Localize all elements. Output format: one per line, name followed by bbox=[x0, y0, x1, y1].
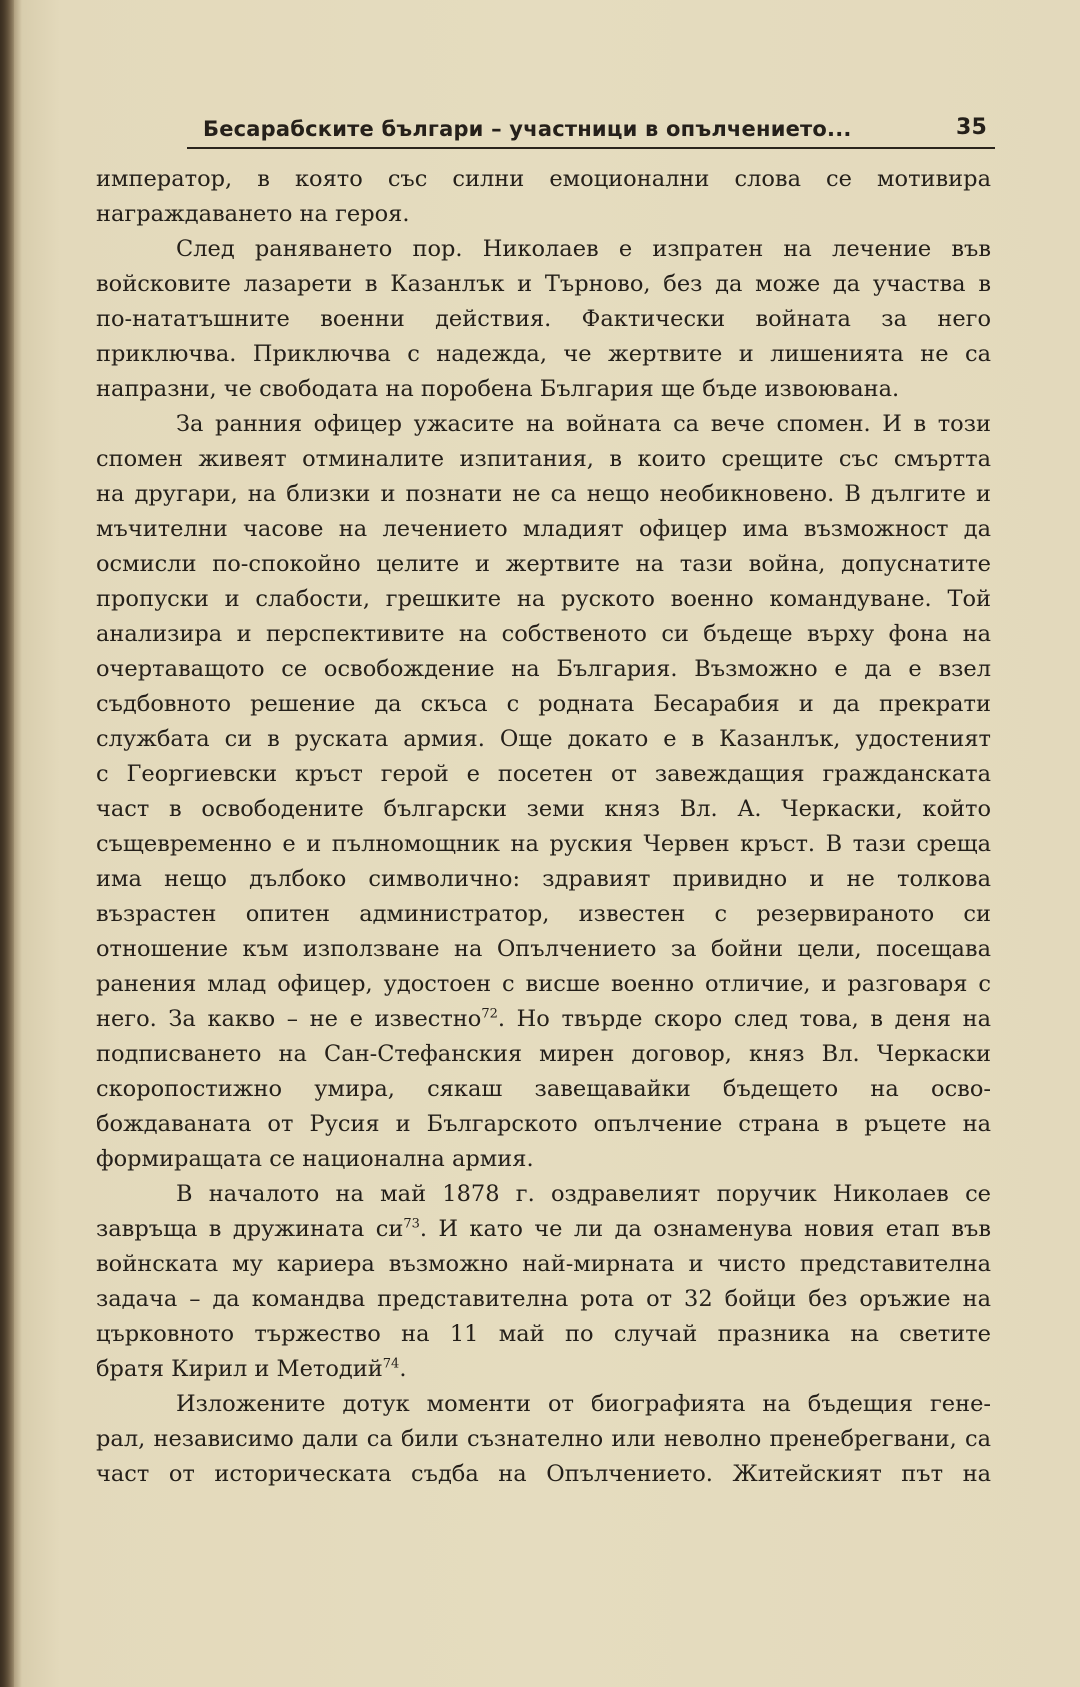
text-line: ранения млад офицер, удостоен с висше военно отличие, и разговаря с bbox=[96, 971, 991, 997]
text-line: напразни, че свободата на поробена България ще бъде извоювана. bbox=[96, 376, 900, 402]
text-line: част в освободените български земи княз Вл. А. Черкаски, който bbox=[96, 796, 991, 822]
text-line: мъчителни часове на лечението младият офицер има възможност да bbox=[96, 516, 991, 542]
header-rule bbox=[187, 147, 995, 149]
paragraph-first-line: За ранния офицер ужасите на войната са вече спомен. И в този bbox=[176, 411, 991, 437]
footnote-ref-74: 74 bbox=[382, 1356, 400, 1372]
text-line: службата си в руската армия. Още докато е в Казанлък, удостеният bbox=[96, 726, 991, 752]
text-line: съдбовното решение да скъса с родната Бесарабия и да прекрати bbox=[96, 691, 991, 717]
running-title: Бесарабските българи – участници в опълчението... bbox=[203, 117, 852, 141]
text-line: рал, независимо дали са били съзнателно или неволно пренебрегвани, са bbox=[96, 1426, 991, 1452]
paragraph-first-line: След раняването пор. Николаев е изпратен на лечение във bbox=[176, 236, 991, 262]
text-line: църковното тържество на 11 май по случай празника на светите bbox=[96, 1321, 991, 1347]
text-line: формиращата се национална армия. bbox=[96, 1146, 534, 1172]
text-line: отношение към използване на Опълчението за бойни цели, посещава bbox=[96, 936, 991, 962]
text-line: същевременно е и пълномощник на руския Червен кръст. В тази среща bbox=[96, 831, 991, 857]
text-line: на другари, на близки и познати не са нещо необикновено. В дългите и bbox=[96, 481, 991, 507]
text-line: император, в която със силни емоционални слова се мотивира bbox=[96, 166, 991, 192]
body-text bbox=[96, 162, 991, 1492]
paragraph-first-line: Изложените дотук моменти от биографията на бъдещия гене- bbox=[176, 1391, 991, 1417]
page-number: 35 bbox=[955, 115, 987, 140]
text-line: спомен живеят отминалите изпитания, в които срещите със смъртта bbox=[96, 446, 991, 472]
text-line: част от историческата съдба на Опълчението. Житейският път на bbox=[96, 1461, 991, 1487]
line-segment: завръща в дружината си bbox=[96, 1216, 404, 1242]
book-spine-shadow bbox=[0, 0, 14, 1687]
line-segment: братя Кирил и Методий bbox=[96, 1356, 383, 1382]
text-line: осмисли по-спокойно целите и жертвите на тази война, допуснатите bbox=[96, 551, 991, 577]
text-line: бождаваната от Русия и Българското опълчение страна в ръцете на bbox=[96, 1111, 991, 1137]
text-line: подписването на Сан-Стефанския мирен договор, княз Вл. Черкаски bbox=[96, 1041, 991, 1067]
text-line: награждаването на героя. bbox=[96, 201, 410, 227]
text-line: с Георгиевски кръст герой е посетен от завеждащия гражданската bbox=[96, 761, 991, 787]
text-line-with-footnote bbox=[96, 1352, 991, 1387]
footnote-ref-72: 72 bbox=[481, 1006, 498, 1022]
paragraph-first-line: В началото на май 1878 г. оздравелият поручик Николаев се bbox=[176, 1181, 991, 1207]
text-line: по-нататъшните военни действия. Фактически войната за него bbox=[96, 306, 991, 332]
running-head bbox=[187, 112, 995, 146]
text-line: очертаващото се освобождение на България. Възможно е да е взел bbox=[96, 656, 991, 682]
text-line-with-footnote bbox=[96, 1002, 991, 1037]
text-line: задача – да командва представителна рота от 32 бойци без оръжие на bbox=[96, 1286, 991, 1312]
text-line: скоропостижно умира, сякаш завещавайки бъдещето на осво- bbox=[96, 1076, 991, 1102]
line-segment: него. За какво – не е известно bbox=[96, 1006, 482, 1032]
line-segment: . Но твърде скоро след това, в деня на bbox=[497, 1006, 991, 1032]
text-line: възрастен опитен администратор, известен с резервираното си bbox=[96, 901, 991, 927]
line-segment: . И като че ли да ознаменува новия етап във bbox=[419, 1216, 992, 1242]
text-line: приключва. Приключва с надежда, че жертвите и лишенията не са bbox=[96, 341, 991, 367]
text-line: войсковите лазарети в Казанлък и Търново, без да може да участва в bbox=[96, 271, 991, 297]
text-line: анализира и перспективите на собственото си бъдеще върху фона на bbox=[96, 621, 991, 647]
footnote-ref-73: 73 bbox=[403, 1216, 420, 1232]
text-line: войнската му кариера възможно най-мирната и чисто представителна bbox=[96, 1251, 991, 1277]
text-line: пропуски и слабости, грешките на руското военно командуване. Той bbox=[96, 586, 991, 612]
line-segment: . bbox=[399, 1356, 407, 1382]
text-line: има нещо дълбоко символично: здравият привидно и не толкова bbox=[96, 866, 991, 892]
text-line-with-footnote bbox=[96, 1212, 991, 1247]
